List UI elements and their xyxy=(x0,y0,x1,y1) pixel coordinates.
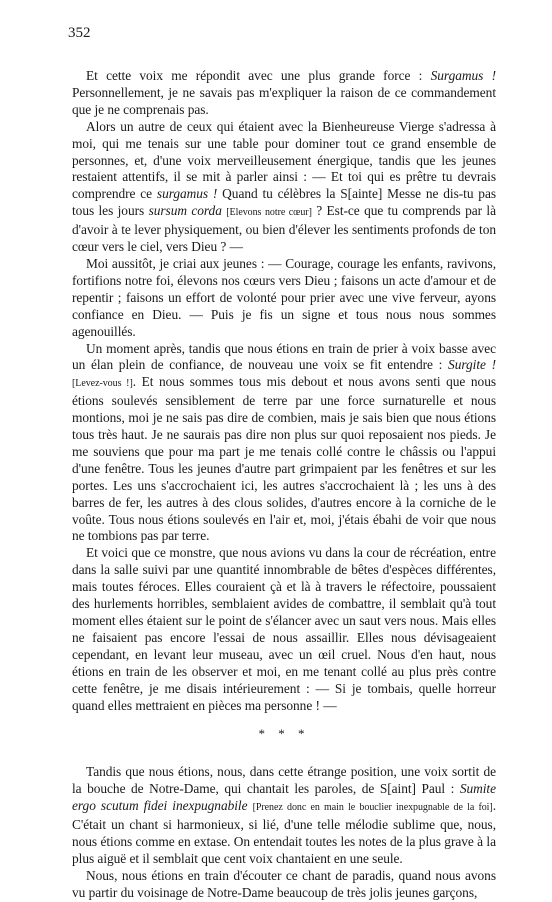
text-run: . C'était un chant si harmonieux, si lié, d'une telle mélodie sublime que, nous, nous étions comme en extase. On entendait toutes les notes de la plus grave à la plus aiguë et il semblait que cent voix chantaient en une seule. xyxy=(72,798,496,866)
italic-text: sursum corda xyxy=(148,203,222,219)
text-run: . Et nous sommes tous mis debout et nous avons senti que nous étions soulevés sensiblement de terre par une force surnaturelle et nous montions, moi je ne sais pas dire de combien, mais je sais bien que nous étions tous très haut. Je ne saurais pas dire non plus sur quoi reposaient nos pieds. Je me souviens que pour ma part je me tenais collé contre le châssis ou l'appui d'une fenêtre. Tous les jeunes d'autre part grimpaient par les fenêtres et sur les portes. Les uns s'accrochaient ici, les autres s'accrochaient là ; les uns à des barres de fer, les autres à des clous solides, d'autres encore à la corniche de le voûte. Tous nous étions soulevés en l'air et, moi, j'étais ébahi de voir que nous ne tombions pas par terre. xyxy=(72,374,497,544)
text-section-after-separator xyxy=(72,764,496,901)
text-run: Alors un autre de ceux qui étaient avec la Bienheureuse Vierge s'adressa à moi, qui me tenais sur une table pour dominer tout ce grand ensemble de personnes, et, d'une voix merveilleusement énergique, tandis que les jeunes restaient attentifs, il se mit à parler ainsi : — Et toi qui es prêtre tu devrais comprendre ce xyxy=(72,118,496,202)
paragraph xyxy=(72,764,496,867)
text-run: Et cette voix me répondit avec une plus grande force : xyxy=(86,68,431,83)
text-run: Et voici que ce monstre, que nous avions vu dans la cour de récréation, entre dans la salle suivi par une quantité innombrable de bêtes d'espèces différentes, mais toutes féroces. Elles couraient çà et là à travers le réfectoire, poussaient des hurlements horribles, semblaient avides de combattre, il semblait qu'à tout moment elles étaient sur le point de s'élancer avec un saut vers nous. Mais elles ne faisaient pas encore l'essai de nous assaillir. Elles nous dévisageaient cependant, en levant leur museau, avec un œil cruel. Nous d'en haut, nous étions en train de les observer et moi, en me tenant collé au plus près contre cette fenêtre, je me disais intérieurement : — Si je tombais, quelle horreur quand elles mettraient en pièces ma personne ! — xyxy=(72,545,496,713)
paragraph xyxy=(72,119,496,256)
bracket-note: [Levez-vous !] xyxy=(72,378,133,390)
italic-text: Surgite ! xyxy=(448,357,496,373)
bracket-note: [Elevons notre cœur] xyxy=(226,207,312,219)
bracket-note: [Prenez donc en main le bouclier inexpugnable de la foi] xyxy=(252,802,493,814)
text-run: Moi aussitôt, je criai aux jeunes : — Courage, courage les enfants, ravivons, fortifions notre foi, élevons nos cœurs vers Dieu ; faisons un acte d'amour et de repentir ; faisons un effort de volonté pour prier avec une vive ferveur, ayons confiance en Dieu. — Puis je fis un signe et tous nous nous sommes agenouillés. xyxy=(72,255,496,339)
paragraph xyxy=(72,341,496,546)
paragraph xyxy=(72,545,496,714)
text-section-before-separator xyxy=(72,68,496,714)
paragraph xyxy=(72,868,496,902)
section-separator: * * * xyxy=(258,726,310,742)
text-run: Quand tu célèbres la S[ainte] Messe ne dis-tu pas tous les jours xyxy=(72,186,496,219)
page-number: 352 xyxy=(68,25,91,41)
text-run: Nous, nous étions en train d'écouter ce chant de paradis, quand nous avons vu partir du voisinage de Notre-Dame beaucoup de très jolis jeunes garçons, xyxy=(72,867,496,900)
text-run: Tandis que nous étions, nous, dans cette étrange position, une voix sortit de la bouche de Notre-Dame, qui chantait les paroles, de S[aint] Paul : xyxy=(72,764,496,797)
text-run: Personnellement, je ne savais pas m'expliquer la raison de ce commandement que je ne comprenais pas. xyxy=(72,84,496,117)
paragraph xyxy=(72,68,496,119)
text-run: ? Est-ce que tu comprends par là d'avoir à te lever physiquement, ou bien d'élever les sentiments profonds de ton cœur vers le ciel, vers Dieu ? — xyxy=(72,203,496,255)
italic-text: surgamus ! xyxy=(156,186,218,202)
paragraph xyxy=(72,256,496,341)
italic-text: Sumite ergo scutum fidei inexpugnabile xyxy=(72,781,496,814)
italic-text: Surgamus ! xyxy=(430,68,496,83)
text-run: Un moment après, tandis que nous étions en train de prier à voix basse avec un élan plein de confiance, de nouveau une voix se fit entendre : xyxy=(72,340,496,373)
body-text xyxy=(72,68,496,902)
